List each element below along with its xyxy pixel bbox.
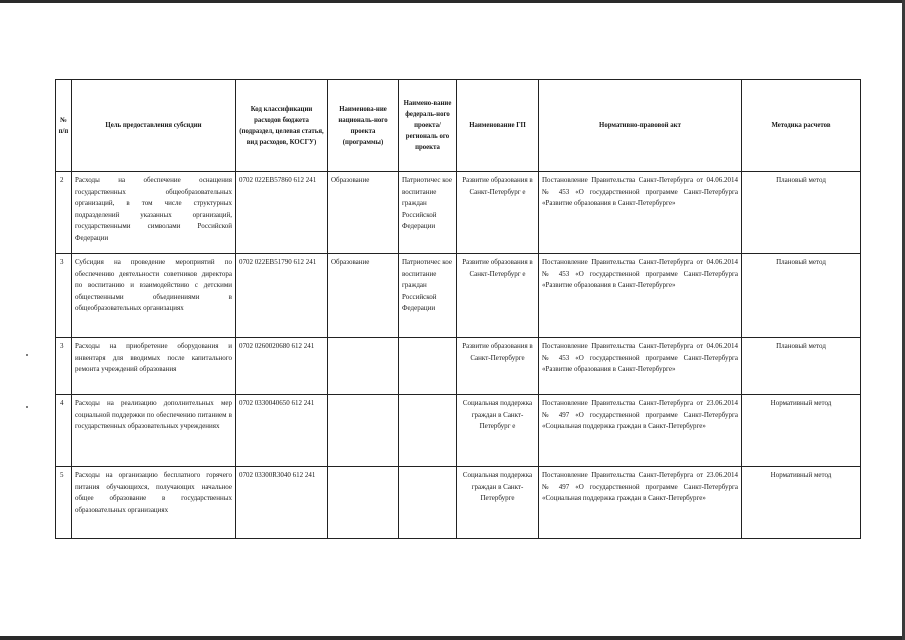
row-code: 0702 0260020680 612 241	[236, 338, 328, 395]
margin-mark	[26, 406, 28, 408]
row-gp: Развитие образования в Санкт-Петербурге	[457, 338, 539, 395]
row-federal-project	[399, 467, 457, 539]
row-federal-project: Патриотичес кое воспитание граждан Российской Федерации	[399, 172, 457, 254]
row-goal: Расходы на организацию бесплатного горячего питания обучающихся, получающих начальное общее образование в государственных образовательных организациях	[72, 467, 236, 539]
row-legal-act: Постановление Правительства Санкт-Петербурга от 23.06.2014 № 497 «О государственной программе Санкт-Петербурга «Социальная поддержка граждан в Санкт-Петербурге»	[539, 467, 742, 539]
row-national-project: Образование	[328, 172, 399, 254]
row-goal: Расходы на приобретение оборудования и инвентаря для вводимых после капитального ремонта учреждений образования	[72, 338, 236, 395]
row-num: 4	[56, 395, 72, 467]
row-federal-project	[399, 338, 457, 395]
row-federal-project: Патриотичес кое воспитание граждан Российской Федерации	[399, 254, 457, 338]
header-num: № п/п	[56, 80, 72, 172]
header-gp: Наименование ГП	[457, 80, 539, 172]
margin-mark	[26, 354, 28, 356]
row-code: 0702 022ЕВ57860 612 241	[236, 172, 328, 254]
header-federal-project: Наимено-вание федераль-ного проекта/ региональ ого проекта	[399, 80, 457, 172]
row-national-project	[328, 338, 399, 395]
header-legal-act: Нормативно-правовой акт	[539, 80, 742, 172]
row-method: Нормативный метод	[742, 467, 861, 539]
row-legal-act: Постановление Правительства Санкт-Петербурга от 23.06.2014 № 497 «О государственной программе Санкт-Петербурга «Социальная поддержка граждан в Санкт-Петербурге»	[539, 395, 742, 467]
row-gp: Развитие образования в Санкт-Петербург е	[457, 172, 539, 254]
row-method: Плановый метод	[742, 172, 861, 254]
header-national-project: Наименова-ние националь-ного проекта (программы)	[328, 80, 399, 172]
row-method: Плановый метод	[742, 338, 861, 395]
row-legal-act: Постановление Правительства Санкт-Петербурга от 04.06.2014 № 453 «О государственной программе Санкт-Петербурга «Развитие образования в Санкт-Петербурге»	[539, 254, 742, 338]
table-row	[56, 467, 861, 539]
table-row	[56, 172, 861, 254]
row-goal: Расходы на реализацию дополнительных мер социальной поддержки по обеспечению питанием в государственных образовательных учреждениях	[72, 395, 236, 467]
row-code: 0702 022ЕВ51790 612 241	[236, 254, 328, 338]
row-method: Нормативный метод	[742, 395, 861, 467]
row-gp: Социальная поддержка граждан в Санкт-Петербург е	[457, 395, 539, 467]
table-row	[56, 254, 861, 338]
subsidy-table	[55, 79, 861, 539]
row-national-project: Образование	[328, 254, 399, 338]
scan-edge-top	[0, 0, 905, 3]
row-code: 0702 0330040650 612 241	[236, 395, 328, 467]
row-federal-project	[399, 395, 457, 467]
row-code: 0702 03300R3040 612 241	[236, 467, 328, 539]
row-national-project	[328, 467, 399, 539]
row-num: 3	[56, 338, 72, 395]
row-gp: Развитие образования в Санкт-Петербург е	[457, 254, 539, 338]
scan-edge-bottom	[0, 636, 905, 640]
table-row	[56, 395, 861, 467]
header-code: Код классификации расходов бюджета (подраздел, целевая статья, вид расходов, КОСГУ)	[236, 80, 328, 172]
table-row	[56, 338, 861, 395]
row-num: 2	[56, 172, 72, 254]
row-national-project	[328, 395, 399, 467]
row-method: Плановый метод	[742, 254, 861, 338]
row-num: 5	[56, 467, 72, 539]
header-method: Методика расчетов	[742, 80, 861, 172]
table-header-row	[56, 80, 861, 172]
row-num: 3	[56, 254, 72, 338]
header-goal: Цель предоставления субсидии	[72, 80, 236, 172]
row-legal-act: Постановление Правительства Санкт-Петербурга от 04.06.2014 № 453 «О государственной программе Санкт-Петербурга «Развитие образования в Санкт-Петербурге»	[539, 172, 742, 254]
row-gp: Социальная поддержка граждан в Санкт-Петербурге	[457, 467, 539, 539]
row-legal-act: Постановление Правительства Санкт-Петербурга от 04.06.2014 № 453 «О государственной программе Санкт-Петербурга «Развитие образования в Санкт-Петербурге»	[539, 338, 742, 395]
row-goal: Расходы на обеспечение оснащения государственных общеобразовательных организаций, в том числе структурных подразделений указанных организаций, государственными символами Российской Федерации	[72, 172, 236, 254]
row-goal: Субсидия на проведение мероприятий по обеспечению деятельности советников директора по воспитанию и взаимодействию с детскими общественными объединениями в общеобразовательных организациях	[72, 254, 236, 338]
